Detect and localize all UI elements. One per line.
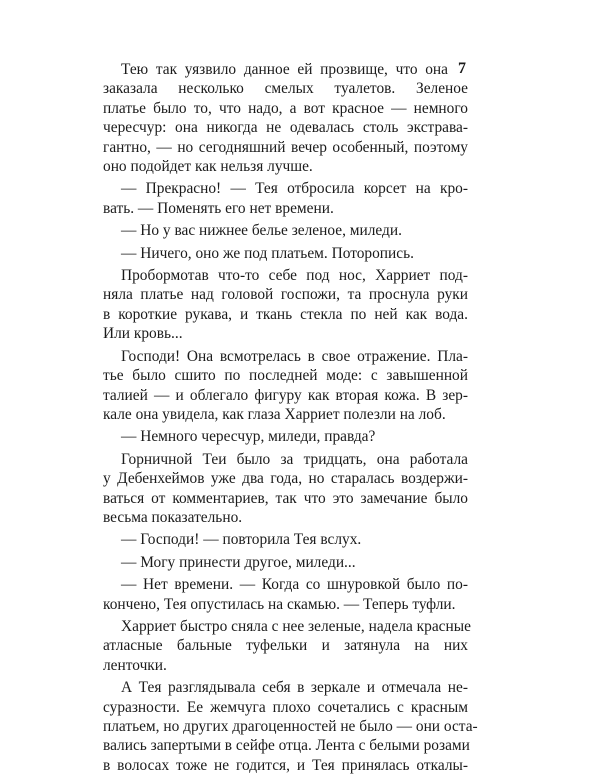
text-line: талией — и облегало фигуру как вторая кожа. В зер- [103, 386, 468, 404]
text-line: Или кровь... [103, 325, 183, 343]
text-line: — Но у вас нижнее белье зеленое, миледи. [121, 222, 402, 240]
text-line: вались запертыми в сейфе отца. Лента с белыми розами [103, 737, 470, 755]
text-line: суразности. Ее жемчуга плохо сочетались с красным [103, 698, 468, 716]
text-line: чересчур: она никогда не одевалась столь экстрава- [103, 119, 468, 137]
text-line: вать. — Поменять его нет времени. [103, 199, 334, 217]
text-line: ваться от комментариев, так что это замечание было [103, 489, 468, 507]
text-line: няла платье над головой госпожи, та проснула руки [103, 286, 468, 304]
text-line: — Господи! — повторила Тея вслух. [121, 531, 362, 549]
text-line: тье было сшито по последней моде: с завышенной [103, 367, 468, 385]
text-line: платьем, но других драгоценностей не было — они оста- [103, 718, 478, 735]
page-number: 7 [458, 60, 466, 77]
text-line: атласные бальные туфельки и затянула на них [103, 637, 468, 655]
text-line: — Нет времени. — Когда со шнуровкой было по- [121, 576, 468, 594]
text-line: Харриет быстро сняла с нее зеленые, надела красные [121, 617, 471, 635]
text-line: кале она увидела, как глаза Харриет полезли на лоб. [103, 405, 446, 423]
text-line: весьма показательно. [103, 508, 243, 526]
text-line: Горничной Теи было за тридцать, она работала [121, 450, 468, 468]
text-line: — Прекрасно! — Тея отбросила корсет на кро- [121, 180, 468, 198]
text-line: А Тея разглядывала себя в зеркале и отмечала не- [121, 679, 468, 697]
body-text [103, 60, 478, 775]
text-line: гантно, — но сегодняшний вечер особенный, поэтому [103, 138, 468, 156]
text-line: — Немного чересчур, миледи, правда? [121, 428, 376, 446]
text-line: — Могу принести другое, миледи... [121, 553, 356, 571]
text-line: платье было то, что надо, а вот красное — немного [103, 99, 468, 117]
text-line: оно подойдет как нельзя лучше. [103, 158, 313, 176]
text-line: у Дебенхеймов уже два года, но старалась воздержи- [103, 470, 468, 488]
text-line: ленточки. [103, 656, 167, 674]
text-line: Тею так уязвило данное ей прозвище, что она [121, 61, 448, 78]
text-line: Пробормотав что-то себе под нос, Харриет под- [121, 267, 468, 285]
text-line: в короткие рукава, и ткань стекла по ней как вода. [103, 305, 468, 323]
text-line: в волосах тоже не годится, и Тея принялась откалы- [103, 756, 468, 774]
text-line: кончено, Тея опустилась на скамью. — Теперь туфли. [103, 595, 456, 613]
text-line: Господи! Она всмотрелась в свое отражение. Пла- [121, 347, 468, 365]
text-line: заказала несколько смелых туалетов. Зеленое [103, 80, 468, 98]
text-line: — Ничего, оно же под платьем. Поторопись. [121, 244, 414, 262]
